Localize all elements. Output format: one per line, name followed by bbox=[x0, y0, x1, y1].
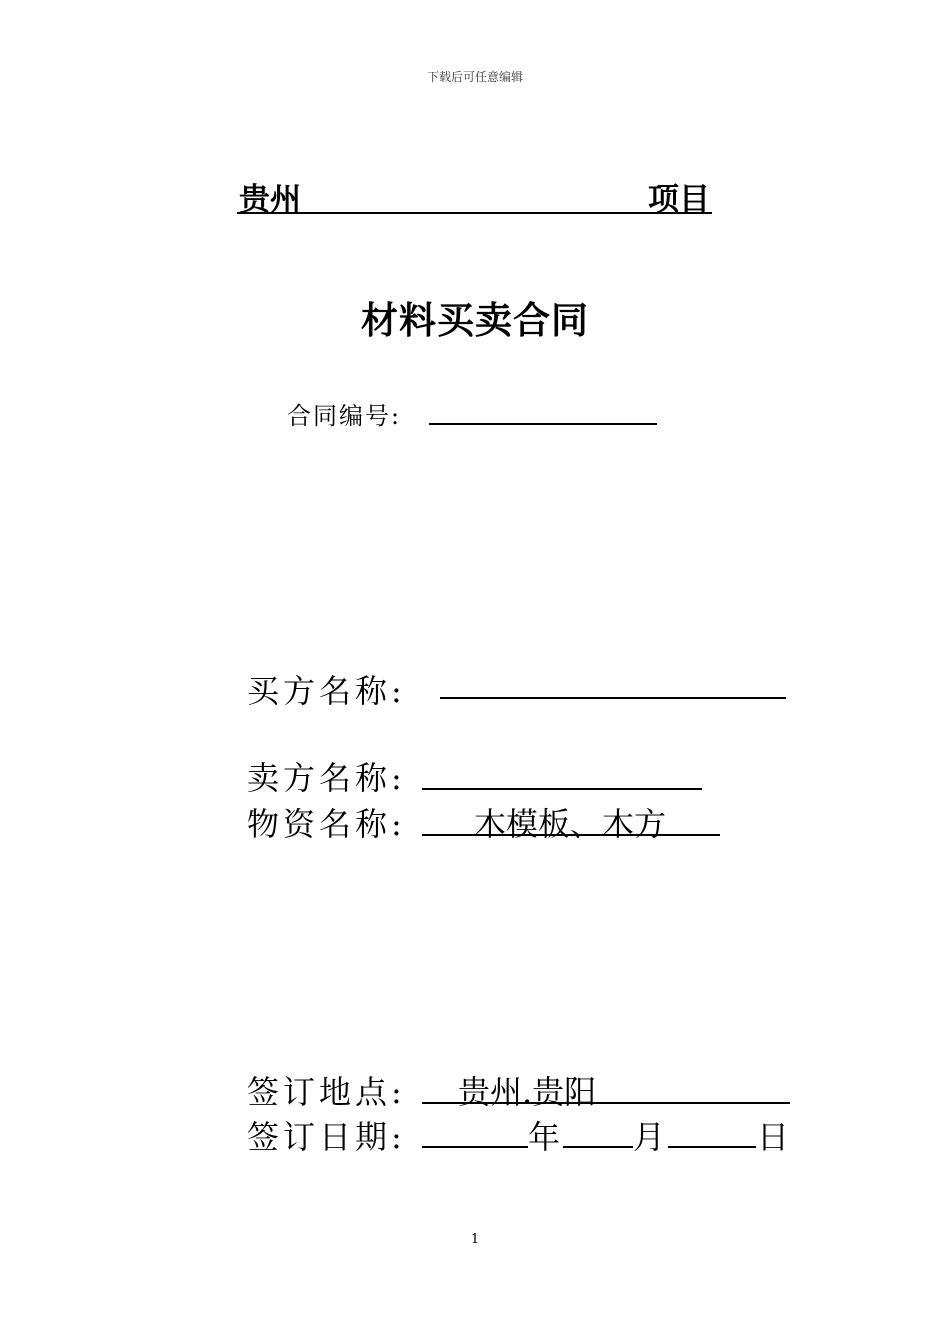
seller-label: 卖方名称: bbox=[247, 759, 406, 797]
contract-number-blank bbox=[429, 423, 657, 425]
buyer-blank bbox=[440, 697, 786, 699]
day-label: 日 bbox=[757, 1118, 790, 1156]
project-title-line bbox=[237, 174, 712, 218]
signing-place-underline bbox=[422, 1102, 790, 1104]
month-blank bbox=[563, 1146, 633, 1148]
project-suffix: 项目 bbox=[648, 182, 710, 218]
contract-number-label: 合同编号: bbox=[287, 402, 402, 430]
document-title: 材料买卖合同 bbox=[361, 299, 589, 342]
signing-place-value: 贵州.贵阳 bbox=[458, 1073, 597, 1111]
header-note: 下载后可任意编辑 bbox=[426, 70, 523, 84]
signing-place-label: 签订地点: bbox=[247, 1073, 406, 1111]
material-underline bbox=[422, 834, 720, 836]
signing-date-label: 签订日期: bbox=[247, 1118, 406, 1156]
material-value: 木模板、木方 bbox=[474, 805, 667, 843]
year-label: 年 bbox=[528, 1118, 561, 1156]
buyer-label: 买方名称: bbox=[247, 672, 406, 710]
month-label: 月 bbox=[633, 1118, 666, 1156]
page-number: 1 bbox=[470, 1232, 480, 1247]
year-blank bbox=[422, 1146, 528, 1148]
project-prefix: 贵州 bbox=[239, 182, 301, 218]
day-blank bbox=[668, 1146, 756, 1148]
material-label: 物资名称: bbox=[247, 805, 406, 843]
seller-blank bbox=[422, 788, 702, 790]
